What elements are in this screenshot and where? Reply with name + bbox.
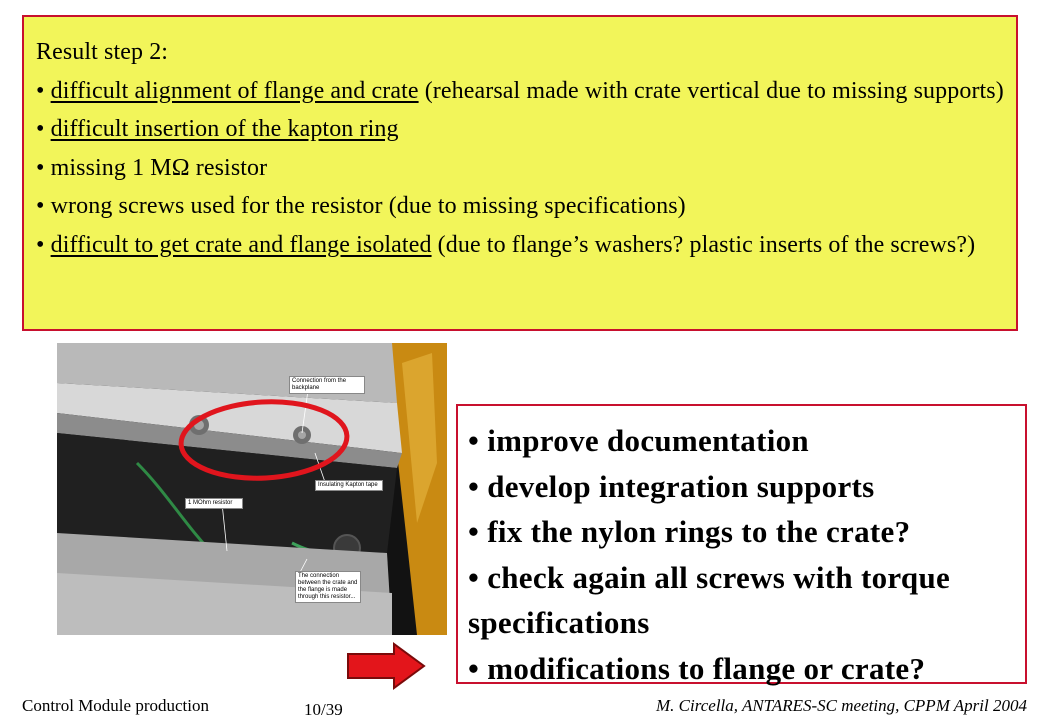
- result-item: • wrong screws used for the resistor (due to missing specifications): [36, 193, 686, 219]
- footer-credit: M. Circella, ANTARES-SC meeting, CPPM April 2004: [656, 696, 1027, 715]
- result-item: • difficult insertion of the kapton ring: [36, 116, 399, 142]
- result-box: [22, 15, 1018, 331]
- page-number: 10/39: [304, 700, 343, 719]
- result-item: • difficult alignment of flange and crate (rehearsal made with crate vertical due to missing supports): [36, 77, 1004, 104]
- actions-box: [456, 404, 1027, 684]
- right-arrow-icon: [346, 642, 426, 690]
- action-item: • fix the nylon rings to the crate?: [468, 514, 911, 549]
- action-item: • develop integration supports: [468, 468, 875, 504]
- action-item: • improve documentation: [468, 423, 809, 458]
- action-item: • check again all screws with torque specifications: [468, 559, 951, 640]
- action-item: • modifications to flange or crate?: [468, 650, 926, 686]
- callout-connection: The connection between the crate and the flange is made through this resistor...: [295, 571, 361, 603]
- callout-resistor: 1 MOhm resistor: [185, 498, 243, 509]
- callout-kapton: Insulating Kapton tape: [315, 480, 383, 491]
- crate-photo: [57, 343, 447, 635]
- crate-photo-drawing: [57, 343, 447, 635]
- result-item: • difficult to get crate and flange isolated (due to flange’s washers? plastic inserts of the screws?): [36, 231, 976, 258]
- callout-backplane: Connection from the backplane: [289, 376, 365, 394]
- result-heading: Result step 2:: [36, 39, 169, 65]
- result-item: • missing 1 MΩ resistor: [36, 154, 268, 181]
- footer-title: Control Module production: [22, 696, 209, 715]
